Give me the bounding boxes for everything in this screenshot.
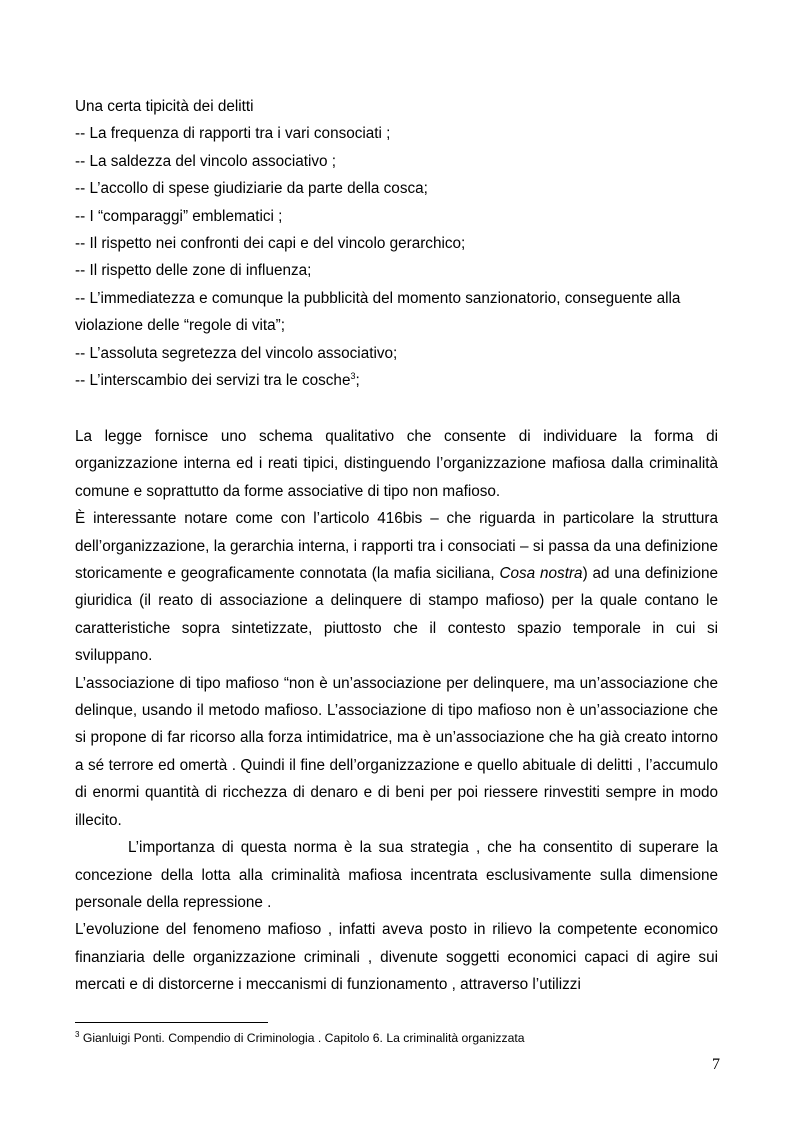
paragraph: L’importanza di questa norma è la sua strategia , che ha consentito di superare la concezione della lotta alla criminalità mafiosa incentrata esclusivamente sulla dimensione personale della repressione . — [75, 839, 718, 911]
footnote-reference[interactable]: 3 — [350, 371, 356, 382]
paragraph — [75, 505, 718, 669]
list-item-text: -- L’interscambio dei servizi tra le cosche — [75, 372, 351, 390]
body-text — [75, 423, 718, 999]
list-item: -- L’assoluta segretezza del vincolo associativo; — [75, 344, 398, 362]
paragraph: L’evoluzione del fenomeno mafioso , infatti aveva posto in rilievo la competente economico finanziaria delle organizzazione criminali , divenute soggetti economici capaci di agire sui mercati e di distorcerne i meccanismi di funzionamento , attraverso l’utilizzi — [75, 921, 718, 994]
typical-features-list — [75, 93, 720, 394]
italic-term: Cosa nostra — [499, 565, 583, 583]
paragraph-text: È interessante notare come con l’articolo 416bis – che riguarda in particolare la struttura dell’organizzazione, la gerarchia interna, i rapporti tra i consociati – si passa da una definizione storicamente e geograficamente connotata (la mafia siciliana, — [75, 510, 718, 583]
footnote-marker: 3 — [75, 1030, 80, 1039]
footnote-text: Gianluigi Ponti. Compendio di Criminologia . Capitolo 6. La criminalità organizzata — [79, 1031, 525, 1045]
paragraph: L’associazione di tipo mafioso “non è un’associazione per delinquere, ma un’associazione che delinque, usando il metodo mafioso. L’associazione di tipo mafioso non è un’associazione che si propone di far ricorso alla forza intimidatrice, ma è un’associazione che ha già creato intorno a sé terrore ed omertà . Quindi il fine dell’organizzazione e quello abituale di delitti , l’accumulo di enormi quantità di ricchezza di denaro e di beni per poi riessere rinvestiti sempre in modo illecito. — [75, 674, 718, 829]
footnote — [75, 1029, 720, 1047]
list-item — [75, 367, 720, 394]
list-item: -- Il rispetto delle zone di influenza; — [75, 262, 312, 280]
footnote-separator — [75, 1022, 268, 1023]
list-item: -- I “comparaggi” emblematici ; — [75, 207, 283, 225]
list-item: -- La saldezza del vincolo associativo ; — [75, 152, 337, 170]
list-item: -- La frequenza di rapporti tra i vari consociati ; — [75, 125, 391, 143]
page-number: 7 — [712, 1056, 720, 1073]
list-item: -- L’immediatezza e comunque la pubblicità del momento sanzionatorio, conseguente alla violazione delle “regole di vita”; — [75, 289, 681, 335]
list-item: -- L’accollo di spese giudiziarie da parte della cosca; — [75, 180, 428, 198]
list-item: -- Il rispetto nei confronti dei capi e del vincolo gerarchico; — [75, 235, 466, 253]
list-item-end: ; — [355, 372, 360, 390]
paragraph-text: ) ad una definizione giuridica (il reato di associazione a delinquere di stampo mafioso) per la quale contano le caratteristiche sopra sintetizzate, piuttosto che il contesto spazio temporale in cui si sviluppano. — [75, 565, 718, 665]
paragraph: La legge fornisce uno schema qualitativo che consente di individuare la forma di organizzazione interna ed i reati tipici, distinguendo l’organizzazione mafiosa dalla criminalità comune e soprattutto da forme associative di tipo non mafioso. — [75, 428, 718, 500]
list-heading: Una certa tipicità dei delitti — [75, 98, 254, 115]
